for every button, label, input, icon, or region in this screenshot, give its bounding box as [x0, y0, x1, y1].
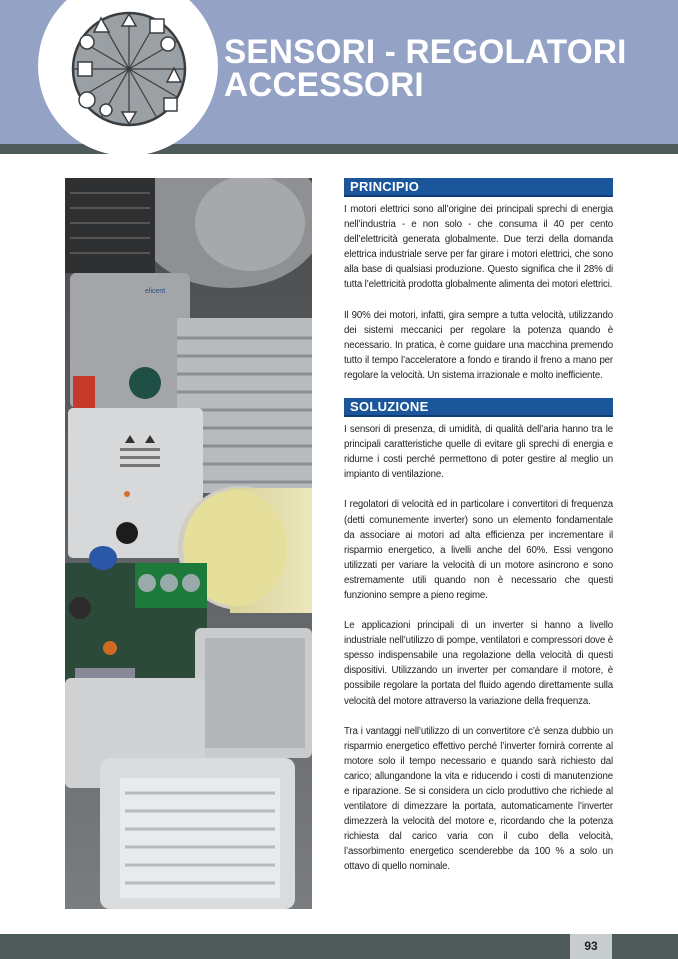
page-number: 93 — [570, 934, 612, 959]
paragraph: Il 90% dei motori, infatti, gira sempre a tutta velocità, utilizzando dei sistemi meccanici per regolare la potenza quando è necessario. In pratica, è come guidare una macchina premendo tutto il tempo l’acceleratore a fondo e tirando il freno a mano per regolare la velocità. Un sistema irrazionale e molto inefficiente. — [344, 309, 613, 381]
paragraph: I motori elettrici sono all’origine dei principali sprechi di energia nell’industria - e non solo - che consuma il 40 per cento dell’elettricità generata globalmente. Due terzi della domanda elettrica industriale serve per far girare i motori elettrici, che sono alla base di qualsiasi produzione. Questo significa che il 28% di tutta l’elettricità prodotta globalmente alimenta dei motori elettrici. — [344, 204, 613, 291]
paragraph: Le applicazioni principali di un inverter si hanno a livello industriale nell’utilizzo di pompe, ventilatori e compressori dove è spesso indispensabile una regolazione della velocità di questi dispositivi. Utilizzando un inverter per comandare il motore, è possibile regolare la portata del fluido agendo direttamente sulla velocità del motore attraverso la variazione della frequenza. — [344, 620, 613, 707]
text-column — [344, 178, 613, 890]
brand-label: elicent — [145, 288, 166, 295]
paragraph: Tra i vantaggi nell’utilizzo di un convertitore c’è senza dubbio un risparmio energetico effettivo perché l’inverter fornirà corrente al motore solo il tempo necessario e quando sarà richiesto dal carico; allungandone la vita e riducendo i costi di manutenzione e riparazione. Se si considera un ciclo produttivo che richiede al ventilatore di dimezzare la portata, automaticamente l’inverter dimezzerà la velocità del motore e, ricordando che la potenza richiesta dal carico varia con il cubo della velocità, l’assorbimento energetico scenderebbe da 100 % a solo un ottavo di quello nominale. — [344, 725, 613, 873]
paragraph: I sensori di presenza, di umidità, di qualità dell’aria hanno tra le principali caratteristiche quelle di evitare gli sprechi di energia e ridurne i costi perché permettono di poter gestire al meglio un impianto di ventilazione. — [344, 424, 613, 481]
shapes-wheel-icon — [64, 4, 194, 134]
ventilation-products-photo — [65, 178, 312, 909]
page-title — [224, 33, 627, 104]
section-heading-soluzione: SOLUZIONE — [344, 398, 613, 417]
title-line-1: SENSORI - REGOLATORI — [224, 33, 627, 71]
title-line-2: ACCESSORI — [224, 66, 424, 104]
section-heading-principio: PRINCIPIO — [344, 178, 613, 197]
paragraph: I regolatori di velocità ed in particolare i convertitori di frequenza (detti comunemente inverter) sono un elemento fondamentale da associare ai motori ad alta efficienza per incrementare il risparmio energetico, a livelli anche del 60%. Essi vengono utilizzati per variare la velocità di un motore asincrono e sono estremamente utili quando non è necessario che questi funzionino sempre a pieno regime. — [344, 499, 613, 601]
